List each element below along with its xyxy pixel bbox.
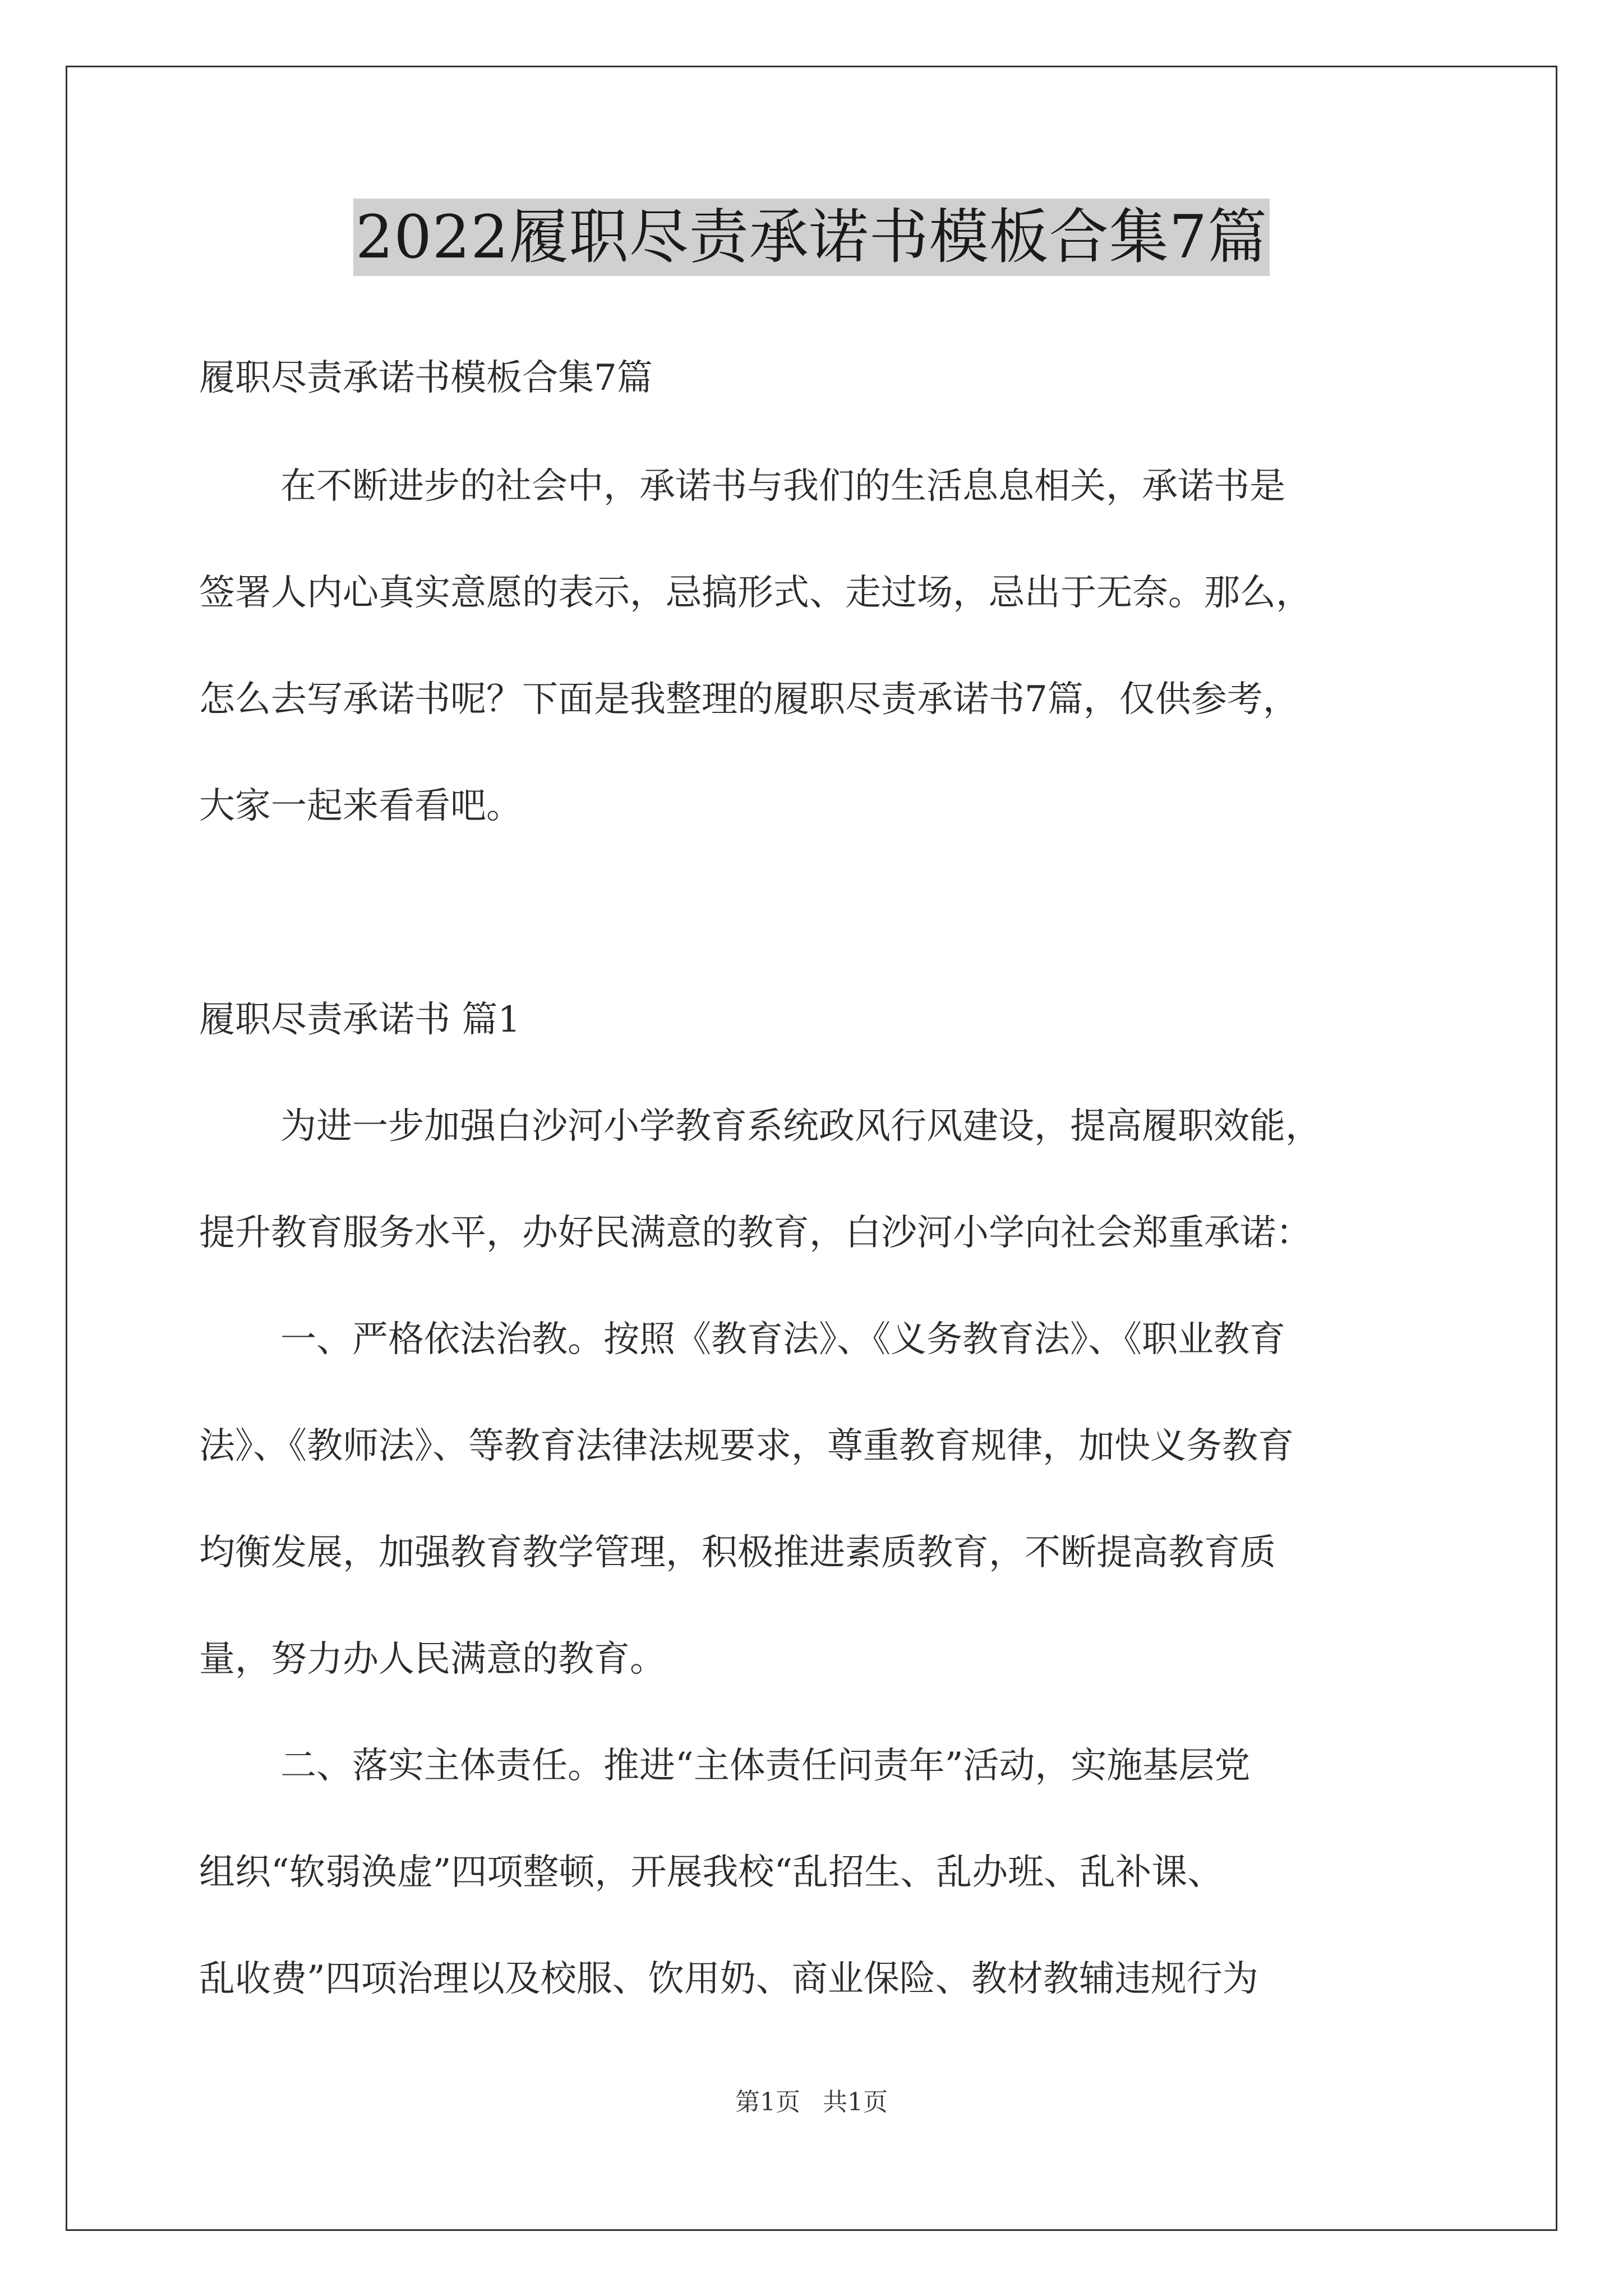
- intro-line: 在不断进步的社会中，承诺书与我们的生活息息相关，承诺书是: [280, 466, 1285, 507]
- body-line: 乱收费”四项治理以及校服、饮用奶、商业保险、教材教辅违规行为: [199, 1958, 1258, 2000]
- section-heading: 履职尽责承诺书 篇1: [199, 999, 521, 1041]
- page-footer: [0, 2086, 1623, 2119]
- title-container: [0, 199, 1623, 276]
- body-line: 提升教育服务水平，办好民满意的教育，白沙河小学向社会郑重承诺：: [199, 1212, 1312, 1254]
- intro-line: 签署人内心真实意愿的表示，忌搞形式、走过场，忌出于无奈。那么，: [199, 572, 1312, 614]
- body-line: 二、落实主体责任。推进“主体责任问责年”活动，实施基层党: [280, 1745, 1251, 1787]
- page-number: 第1页: [735, 2088, 800, 2116]
- body-line: 为进一步加强白沙河小学教育系统政风行风建设，提高履职效能，: [280, 1106, 1321, 1147]
- intro-line: 大家一起来看看吧。: [199, 785, 522, 827]
- body-line: 量，努力办人民满意的教育。: [199, 1639, 666, 1680]
- body-line: 组织“软弱涣虚”四项整顿，开展我校“乱招生、乱办班、乱补课、: [199, 1852, 1224, 1893]
- body-line: 均衡发展，加强教育教学管理，积极推进素质教育，不断提高教育质: [199, 1532, 1276, 1573]
- body-line: 一、严格依法治教。按照《教育法》、《义务教育法》、《职业教育: [280, 1319, 1285, 1360]
- document-subtitle: 履职尽责承诺书模板合集7篇: [199, 357, 653, 399]
- intro-line: 怎么去写承诺书呢？下面是我整理的履职尽责承诺书7篇，仅供参考，: [199, 679, 1299, 720]
- document-title: 2022履职尽责承诺书模板合集7篇: [353, 199, 1270, 276]
- body-line: 法》、《教师法》、等教育法律法规要求，尊重教育规律，加快义务教育: [199, 1425, 1294, 1467]
- page-total: 共1页: [823, 2088, 888, 2116]
